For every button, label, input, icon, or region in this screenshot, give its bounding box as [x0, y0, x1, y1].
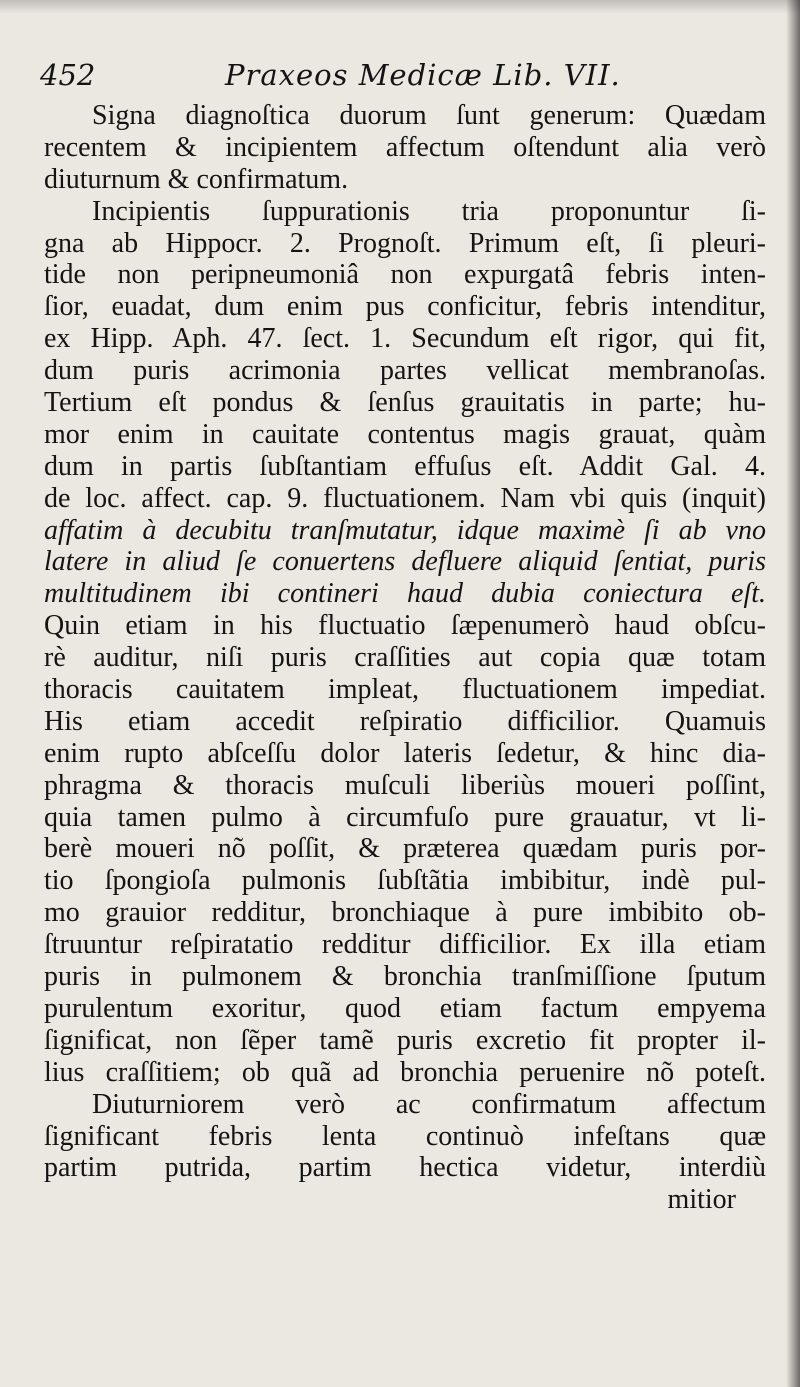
text-line: phragma & thoracis muſculi liberiùs moueri poſſint, [44, 769, 766, 801]
text-line: puris in pulmonem & bronchia tranſmiſſione ſputum [44, 961, 766, 993]
page-header [40, 58, 760, 98]
text-line: quia tamen pulmo à circumfuſo pure grauatur, vt li- [44, 801, 766, 833]
text-line: affatim à decubitu tranſmutatur, idque maximè ſi ab vno [44, 514, 766, 546]
text-line: multitudinem ibi contineri haud dubia coniectura eſt. [44, 578, 766, 610]
text-line: ſior, euadat, dum enim pus conficitur, febris intenditur, [44, 291, 766, 323]
body-text [44, 100, 766, 1216]
text-line: tide non peripneumoniâ non expurgatâ febris inten- [44, 259, 766, 291]
text-line: dum in partis ſubſtantiam effuſus eſt. Addit Gal. 4. [44, 450, 766, 482]
text-line: diuturnum & confirmatum. [44, 163, 349, 195]
text-line: lius craſſitiem; ob quã ad bronchia peruenire nõ poteſt. [44, 1056, 766, 1088]
text-line: Quin etiam in his fluctuatio ſæpenumerò haud obſcu- [44, 610, 766, 642]
running-head: Praxeos Medicæ Lib. VII. [225, 58, 621, 92]
text-line: purulentum exoritur, quod etiam factum empyema [44, 992, 766, 1024]
text-line: dum puris acrimonia partes vellicat membranoſas. [44, 355, 766, 387]
text-line: latere in aliud ſe conuertens defluere aliquid ſentiat, puris [44, 546, 766, 578]
text-line: ex Hipp. Aph. 47. ſect. 1. Secundum eſt rigor, qui fit, [44, 323, 766, 355]
text-line: partim putrida, partim hectica videtur, interdiù [44, 1152, 766, 1184]
text-line: His etiam accedit reſpiratio difficilior. Quamuis [44, 705, 766, 737]
text-line: ſignificat, non ſẽper tamẽ puris excretio fit propter il- [44, 1024, 766, 1056]
page-top-shadow [0, 0, 800, 14]
text-line: berè moueri nõ poſſit, & præterea quædam puris por- [44, 833, 766, 865]
text-line: gna ab Hippocr. 2. Prognoſt. Primum eſt, ſi pleuri- [44, 227, 766, 259]
text-line: mo grauior redditur, bronchiaque à pure imbibito ob- [44, 897, 766, 929]
page-number: 452 [40, 58, 96, 92]
text-line: Tertium eſt pondus & ſenſus grauitatis in parte; hu- [44, 387, 766, 419]
text-line: Signa diagnoſtica duorum ſunt generum: Quædam [92, 100, 766, 131]
text-line: Incipientis ſuppurationis tria proponuntur ſi- [92, 195, 766, 227]
text-line: recentem & incipientem affectum oſtendunt alia verò [44, 131, 766, 163]
text-line: Diuturniorem verò ac confirmatum affectum [92, 1088, 766, 1120]
text-line: mor enim in cauitate contentus magis grauat, quàm [44, 418, 766, 450]
text-line: enim rupto abſceſſu dolor lateris ſedetur, & hinc dia- [44, 737, 766, 769]
text-line: ſignificant febris lenta continuò infeſtans quæ [44, 1120, 766, 1152]
text-line: tio ſpongioſa pulmonis ſubſtãtia imbibitur, indè pul- [44, 865, 766, 897]
text-line: de loc. affect. cap. 9. fluctuationem. Nam vbi quis (inquit) [44, 482, 766, 514]
text-line: ſtruuntur reſpiratatio redditur difficilior. Ex illa etiam [44, 929, 766, 961]
page-gutter-shadow [786, 0, 800, 1387]
catchword: mitior [667, 1184, 736, 1216]
text-line: thoracis cauitatem impleat, fluctuationem impediat. [44, 674, 766, 706]
text-line: rè auditur, niſi puris craſſities aut copia quæ totam [44, 642, 766, 674]
